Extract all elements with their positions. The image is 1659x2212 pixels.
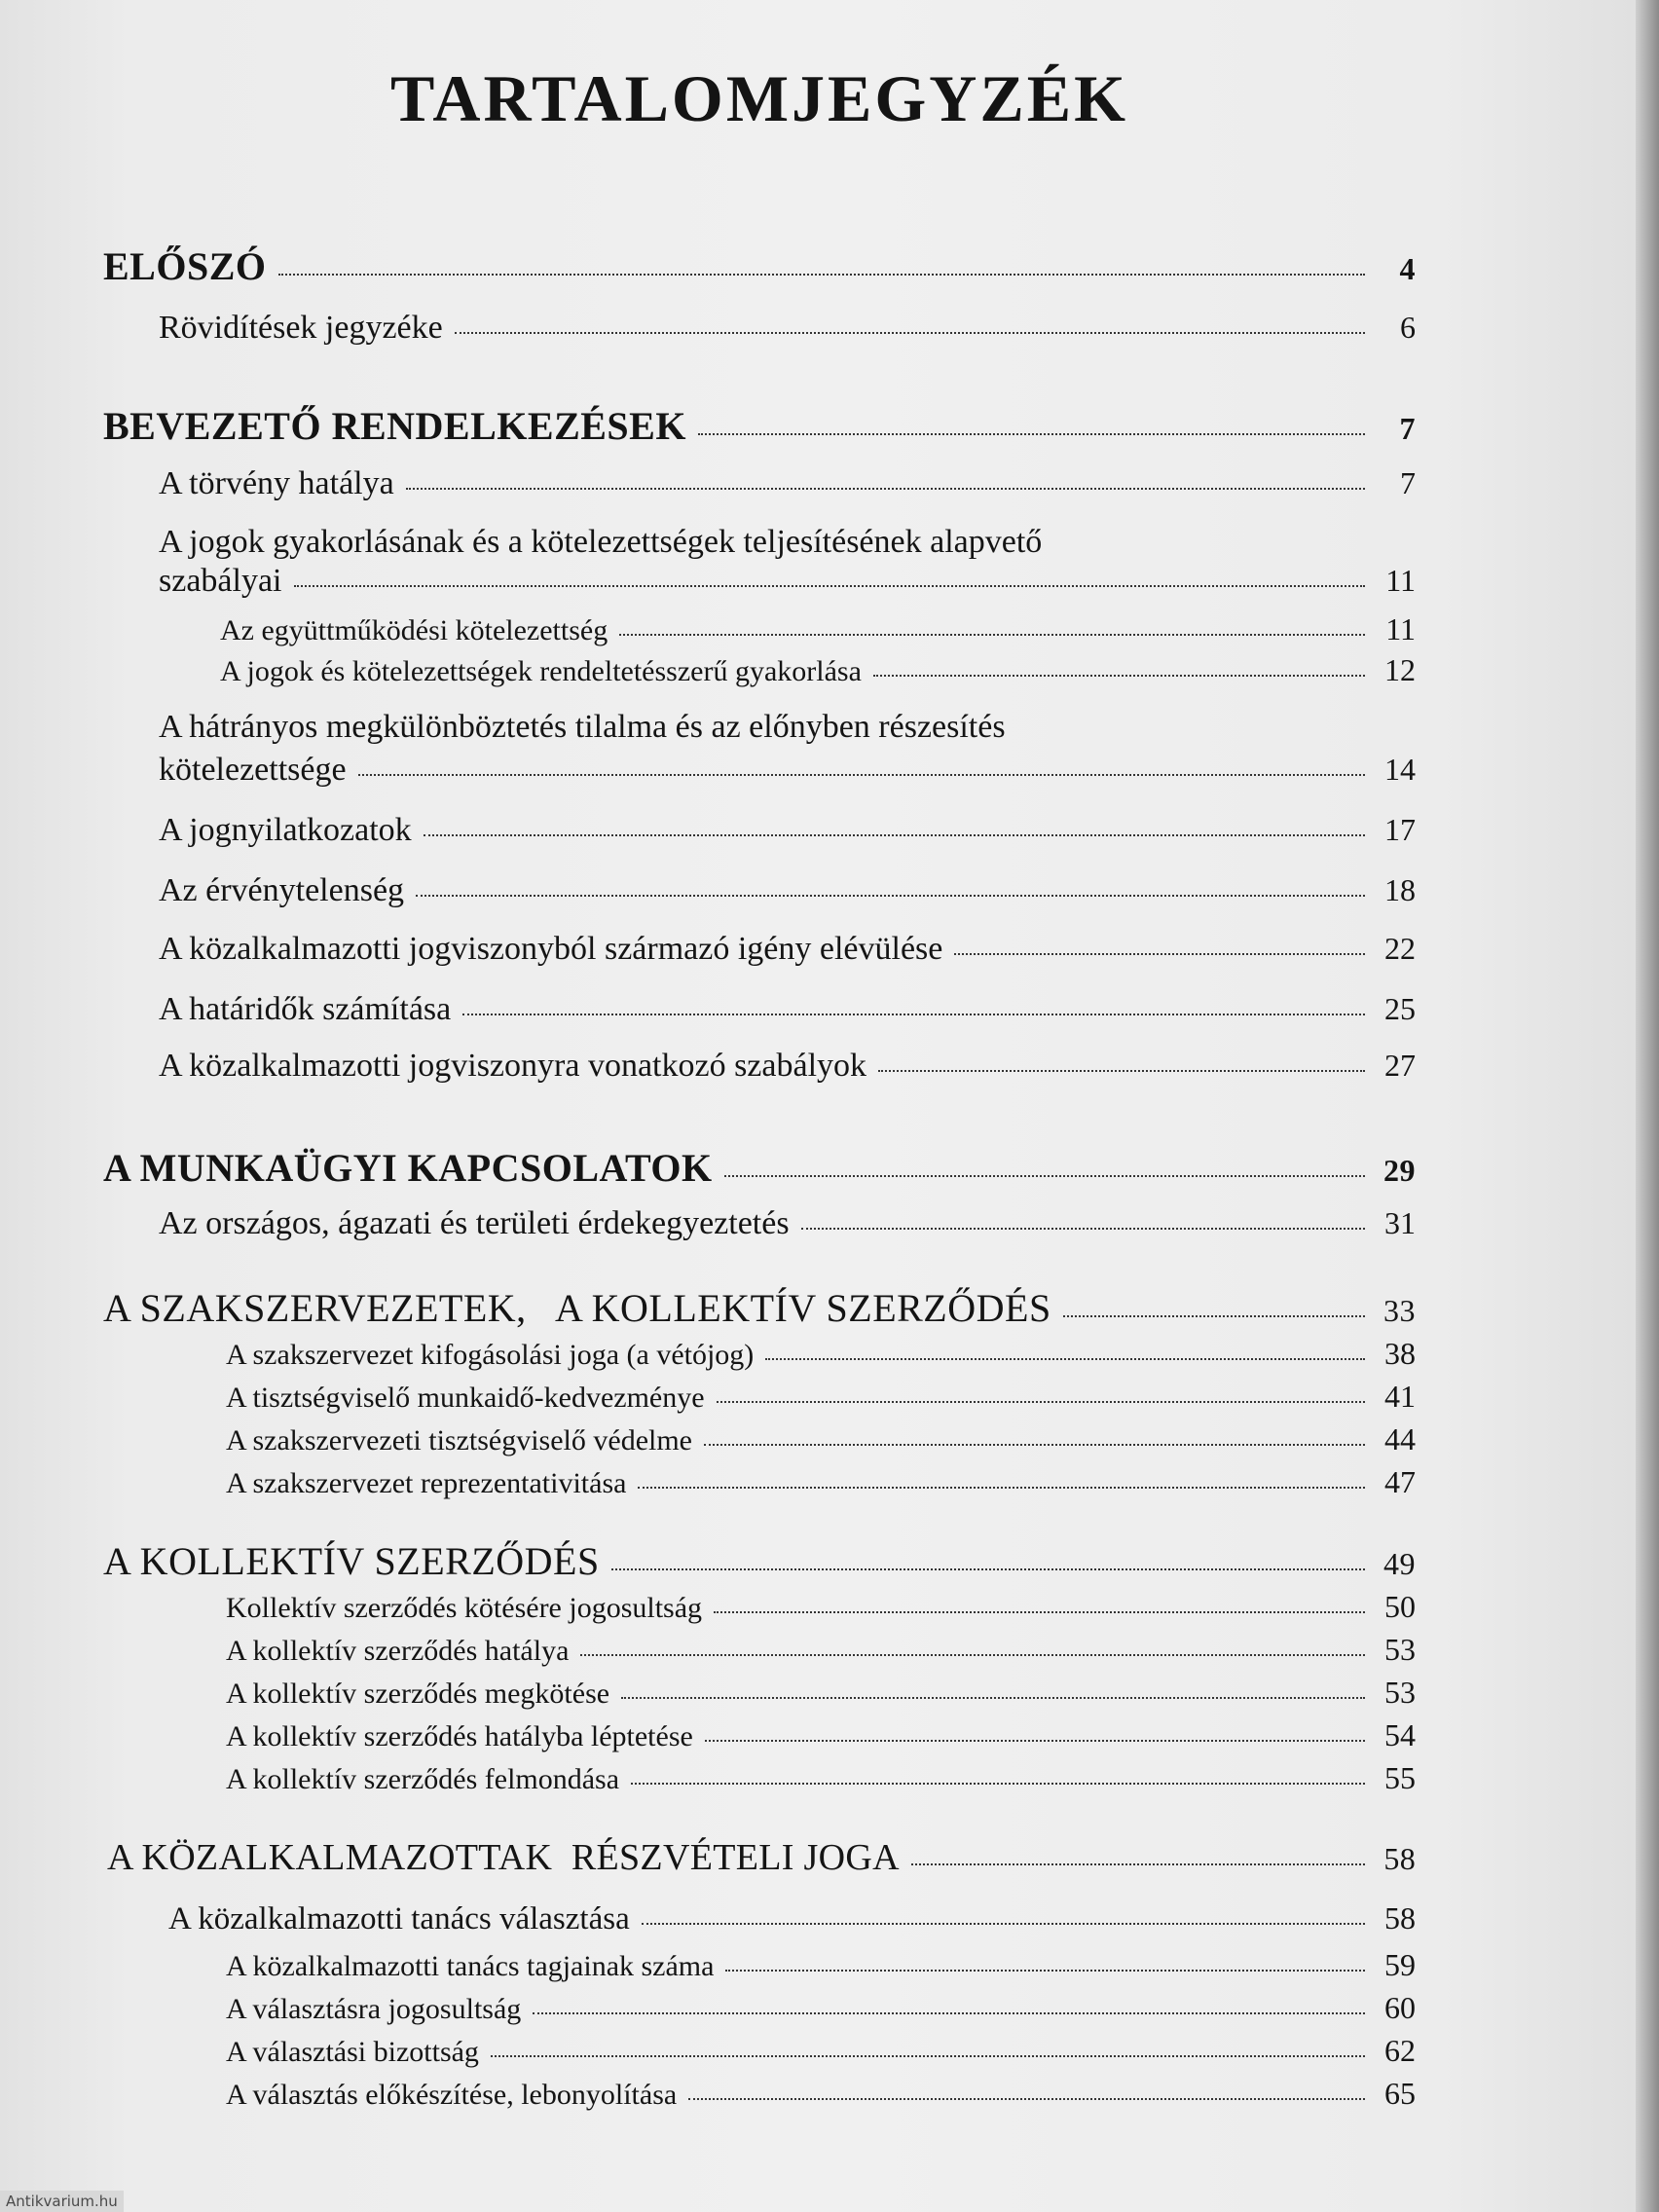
toc-entry: A kollektív szerződés hatálya 53 bbox=[226, 1632, 1416, 1667]
toc-entry: A közalkalmazotti tanács választása 58 bbox=[168, 1900, 1416, 1936]
toc-entry: A jogok gyakorlásának és a kötelezettségek teljesítésének alapvető bbox=[159, 524, 1043, 560]
toc-entry: A jogok és kötelezettségek rendeltetésszerű gyakorlása 12 bbox=[220, 652, 1416, 687]
toc-entry: Az együttműködési kötelezettség 11 bbox=[220, 611, 1416, 646]
toc-entry: A határidők számítása 25 bbox=[159, 991, 1416, 1027]
toc-entry: A választás előkészítése, lebonyolítása 65 bbox=[226, 2076, 1416, 2111]
toc-entry: A szakszervezeti tisztségviselő védelme 44 bbox=[226, 1421, 1416, 1456]
toc-entry-continued: kötelezettsége 14 bbox=[159, 752, 1416, 788]
toc-entry: BEVEZETŐ RENDELKEZÉSEK 7 bbox=[103, 404, 1416, 448]
toc-entry: A KOLLEKTÍV SZERZŐDÉS 49 bbox=[103, 1539, 1416, 1583]
toc-entry: A KÖZALKALMAZOTTAK RÉSZVÉTELI JOGA 58 bbox=[107, 1837, 1416, 1878]
toc-entry: Kollektív szerződés kötésére jogosultság 50 bbox=[226, 1589, 1416, 1624]
book-spine bbox=[1636, 0, 1659, 2212]
toc-entry: A SZAKSZERVEZETEK, A KOLLEKTÍV SZERZŐDÉS 33 bbox=[103, 1286, 1416, 1330]
toc-entry: A közalkalmazotti jogviszonyból származó igény elévülése 22 bbox=[159, 931, 1416, 967]
toc-entry: Az érvénytelenség 18 bbox=[159, 872, 1416, 908]
toc-entry: A közalkalmazotti tanács tagjainak száma 59 bbox=[226, 1947, 1416, 1982]
toc-entry: A szakszervezet reprezentativitása 47 bbox=[226, 1464, 1416, 1499]
toc-entry-continued: szabályai 11 bbox=[159, 563, 1416, 599]
toc-entry: A MUNKAÜGYI KAPCSOLATOK 29 bbox=[103, 1146, 1416, 1190]
toc-entry: A kollektív szerződés hatályba léptetése 54 bbox=[226, 1717, 1416, 1752]
toc-entry: A kollektív szerződés felmondása 55 bbox=[226, 1760, 1416, 1795]
toc-entry: Rövidítések jegyzéke 6 bbox=[159, 310, 1416, 346]
watermark-label: Antikvarium.hu bbox=[0, 2191, 124, 2212]
toc-entry: A törvény hatálya 7 bbox=[159, 465, 1416, 501]
toc-entry: ELŐSZÓ 4 bbox=[103, 244, 1416, 288]
toc-entry: A tisztségviselő munkaidő-kedvezménye 41 bbox=[226, 1379, 1416, 1414]
toc-entry: A hátrányos megkülönböztetés tilalma és az előnyben részesítés bbox=[159, 709, 1006, 745]
page-title: TARTALOMJEGYZÉK bbox=[390, 61, 1128, 135]
toc-entry: A választásra jogosultság 60 bbox=[226, 1990, 1416, 2025]
toc-entry: A szakszervezet kifogásolási joga (a vétójog) 38 bbox=[226, 1336, 1416, 1371]
toc-entry: A választási bizottság 62 bbox=[226, 2033, 1416, 2068]
toc-entry: A jognyilatkozatok 17 bbox=[159, 812, 1416, 848]
toc-entry: A kollektív szerződés megkötése 53 bbox=[226, 1675, 1416, 1710]
toc-entry: Az országos, ágazati és területi érdekegyeztetés 31 bbox=[159, 1205, 1416, 1241]
toc-entry: A közalkalmazotti jogviszonyra vonatkozó szabályok 27 bbox=[159, 1048, 1416, 1084]
